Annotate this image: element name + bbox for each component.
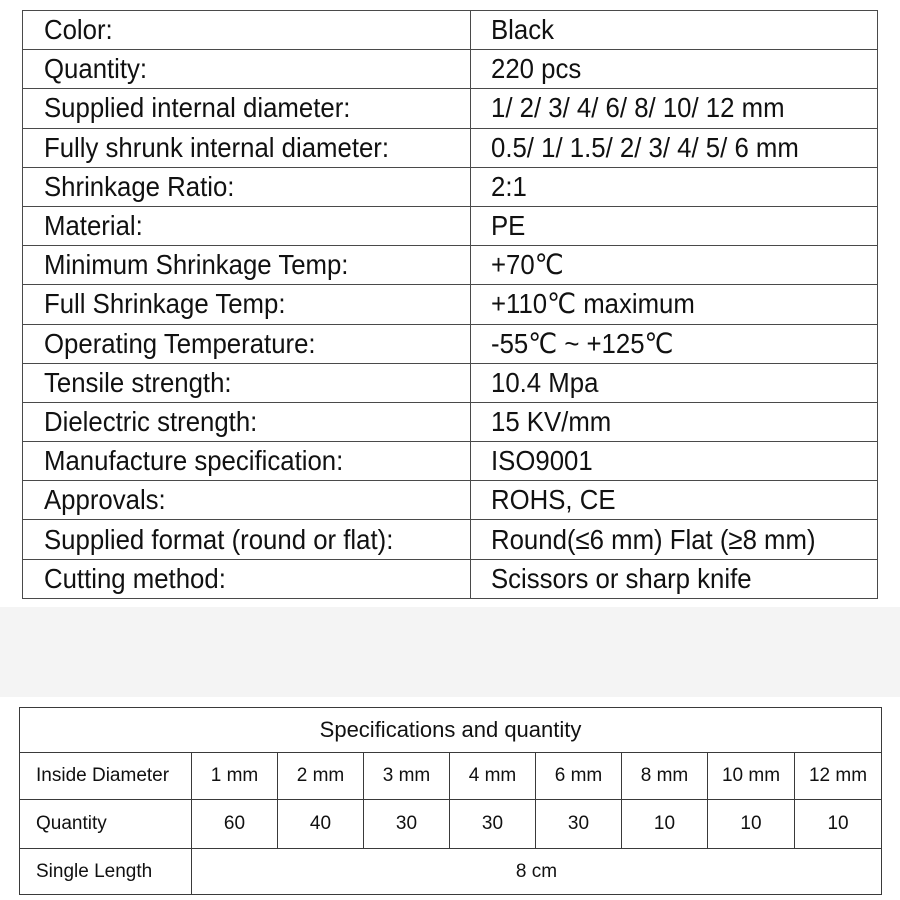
quantity-cell: 10 bbox=[622, 800, 708, 849]
property-row-approvals bbox=[23, 481, 878, 520]
spec-quantity-table bbox=[19, 707, 882, 895]
property-value: +110℃ maximum bbox=[471, 285, 878, 324]
property-value: 1/ 2/ 3/ 4/ 6/ 8/ 10/ 12 mm bbox=[471, 89, 878, 128]
property-row-full-shrink-temp bbox=[23, 285, 878, 324]
quantity-cell: 10 bbox=[708, 800, 795, 849]
property-label: Color: bbox=[23, 11, 471, 50]
property-value: Scissors or sharp knife bbox=[471, 559, 878, 598]
property-label: Fully shrunk internal diameter: bbox=[23, 128, 471, 167]
property-value: Black bbox=[471, 11, 878, 50]
quantity-cell: 30 bbox=[536, 800, 622, 849]
property-row-operating-temp bbox=[23, 324, 878, 363]
property-value: 10.4 Mpa bbox=[471, 363, 878, 402]
property-row-shrinkage-ratio bbox=[23, 167, 878, 206]
property-label: Tensile strength: bbox=[23, 363, 471, 402]
diameter-row bbox=[20, 753, 882, 800]
property-label: Operating Temperature: bbox=[23, 324, 471, 363]
property-value: -55℃ ~ +125℃ bbox=[471, 324, 878, 363]
property-label: Dielectric strength: bbox=[23, 402, 471, 441]
property-value: ROHS, CE bbox=[471, 481, 878, 520]
diameter-cell: 4 mm bbox=[450, 753, 536, 800]
quantity-cell: 30 bbox=[364, 800, 450, 849]
diameter-cell: 8 mm bbox=[622, 753, 708, 800]
diameter-row-label: Inside Diameter bbox=[20, 753, 192, 800]
property-row-color bbox=[23, 11, 878, 50]
properties-table bbox=[22, 10, 878, 599]
property-label: Minimum Shrinkage Temp: bbox=[23, 246, 471, 285]
property-value: +70℃ bbox=[471, 246, 878, 285]
quantity-cell: 40 bbox=[278, 800, 364, 849]
property-value: 0.5/ 1/ 1.5/ 2/ 3/ 4/ 5/ 6 mm bbox=[471, 128, 878, 167]
property-label: Full Shrinkage Temp: bbox=[23, 285, 471, 324]
property-value: ISO9001 bbox=[471, 442, 878, 481]
property-label: Supplied internal diameter: bbox=[23, 89, 471, 128]
property-row-supplied-format bbox=[23, 520, 878, 559]
property-row-quantity bbox=[23, 50, 878, 89]
quantity-cell: 10 bbox=[795, 800, 882, 849]
property-label: Material: bbox=[23, 206, 471, 245]
quantity-row bbox=[20, 800, 882, 849]
quantity-row-label: Quantity bbox=[20, 800, 192, 849]
property-value: 220 pcs bbox=[471, 50, 878, 89]
spec-table-title: Specifications and quantity bbox=[20, 708, 882, 753]
property-label: Shrinkage Ratio: bbox=[23, 167, 471, 206]
property-row-manufacture-spec bbox=[23, 442, 878, 481]
diameter-cell: 1 mm bbox=[192, 753, 278, 800]
property-row-material bbox=[23, 206, 878, 245]
property-label: Supplied format (round or flat): bbox=[23, 520, 471, 559]
property-row-supplied-diameter bbox=[23, 89, 878, 128]
separator-band bbox=[0, 607, 900, 697]
property-value: 2:1 bbox=[471, 167, 878, 206]
property-label: Manufacture specification: bbox=[23, 442, 471, 481]
diameter-cell: 2 mm bbox=[278, 753, 364, 800]
single-length-row bbox=[20, 849, 882, 895]
spec-title-row bbox=[20, 708, 882, 753]
diameter-cell: 3 mm bbox=[364, 753, 450, 800]
property-row-dielectric-strength bbox=[23, 402, 878, 441]
diameter-cell: 12 mm bbox=[795, 753, 882, 800]
quantity-cell: 30 bbox=[450, 800, 536, 849]
property-label: Quantity: bbox=[23, 50, 471, 89]
diameter-cell: 10 mm bbox=[708, 753, 795, 800]
single-length-label: Single Length bbox=[20, 849, 192, 895]
property-value: 15 KV/mm bbox=[471, 402, 878, 441]
property-value: Round(≤6 mm) Flat (≥8 mm) bbox=[471, 520, 878, 559]
property-label: Approvals: bbox=[23, 481, 471, 520]
property-label: Cutting method: bbox=[23, 559, 471, 598]
property-row-tensile-strength bbox=[23, 363, 878, 402]
property-row-cutting-method bbox=[23, 559, 878, 598]
property-value: PE bbox=[471, 206, 878, 245]
property-row-min-shrink-temp bbox=[23, 246, 878, 285]
single-length-value: 8 cm bbox=[192, 849, 882, 895]
property-row-shrunk-diameter bbox=[23, 128, 878, 167]
diameter-cell: 6 mm bbox=[536, 753, 622, 800]
quantity-cell: 60 bbox=[192, 800, 278, 849]
